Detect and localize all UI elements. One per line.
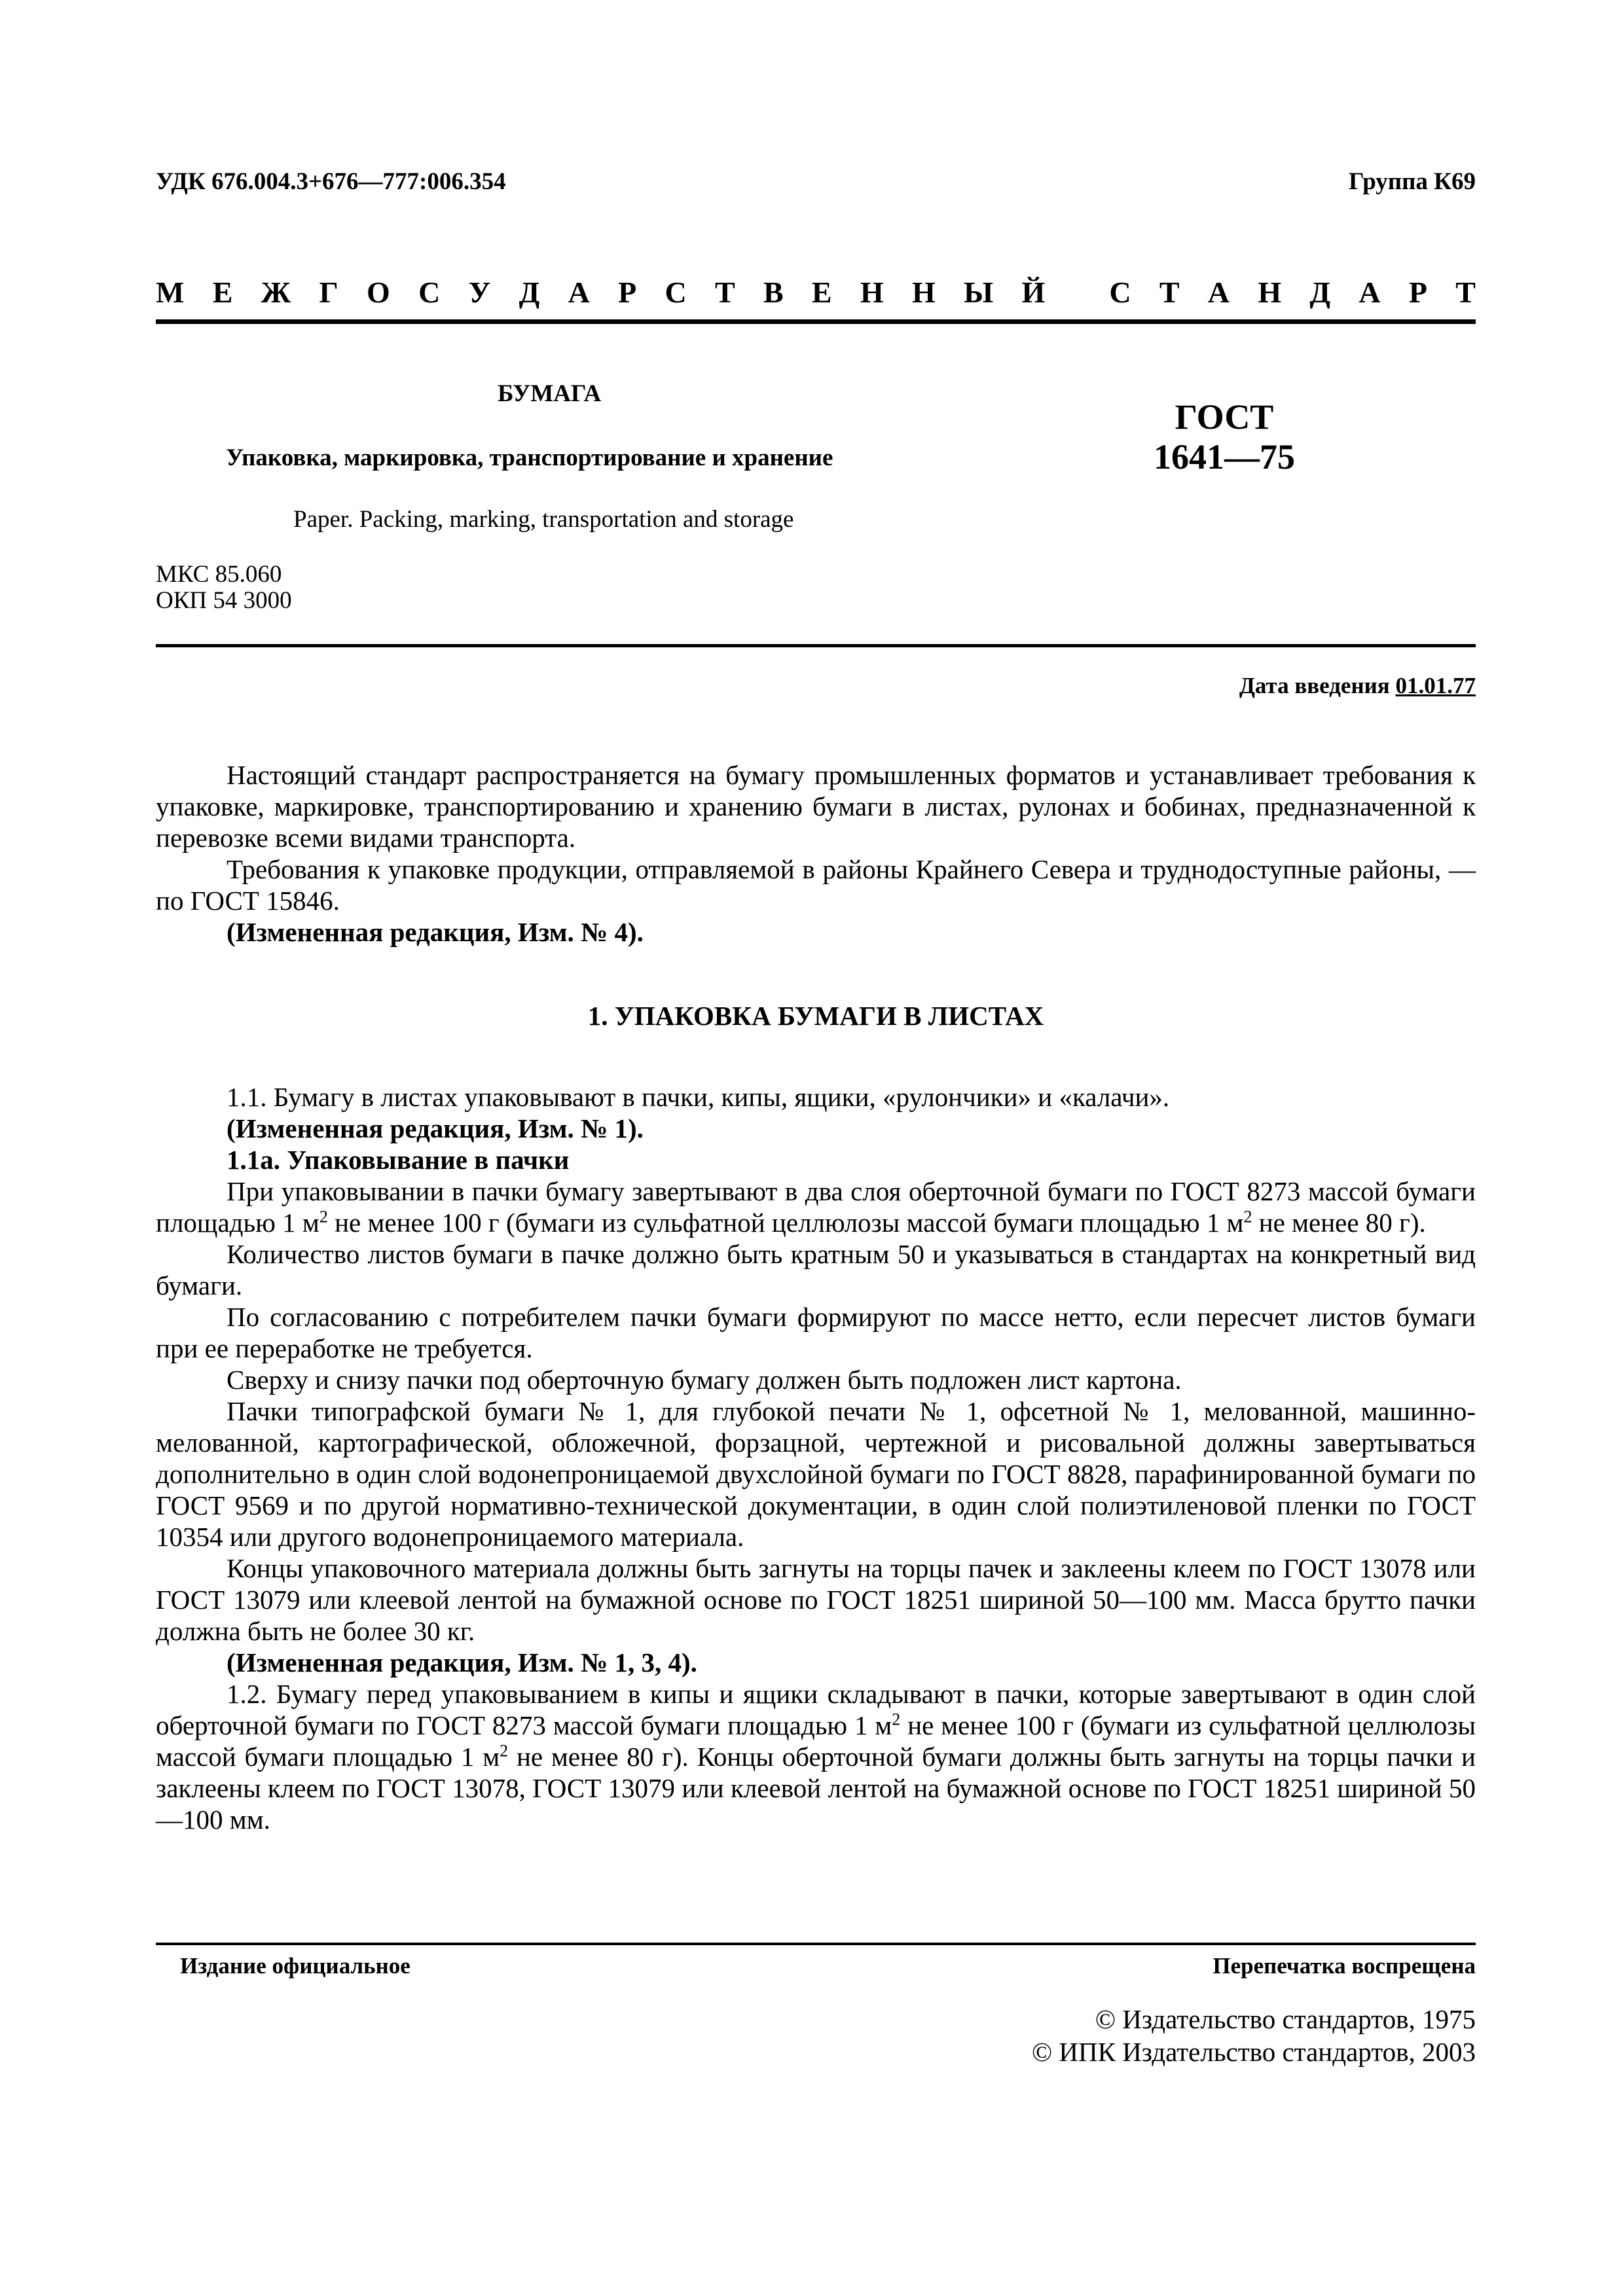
banner-letter: Т [1455,276,1476,309]
classification-codes [156,562,292,614]
revision-note: (Измененная редакция, Изм. № 1, 3, 4). [227,1647,697,1677]
clause-1-2: 1.2. Бумагу перед упаковыванием в кипы и ящики складывают в пачки, которые завертывают в один слой оберточной бумаги по ГОСТ 8273 массой бумаги площадью 1 $м^2$ не менее 100 г (бумаги из сульфатной целлюлозы массой бумаги площадью 1 $м^2$ не менее 80 г). Концы оберточной бумаги должны быть загнуты на торцы пачки и заклеены клеем по ГОСТ 13078, ГОСТ 13079 или клеевой лентой на бумажной основе по ГОСТ 18251 шириной 50—100 мм. [156,1679,1476,1835]
banner-letter: Ы [964,276,994,309]
gost-number: 1641—75 [1154,437,1295,476]
clause-1-1a-heading: 1.1а. Упаковывание в пачки [227,1145,570,1175]
banner-letter: У [468,276,491,309]
standard-banner [156,275,1476,310]
revision-note: (Измененная редакция, Изм. № 1). [227,1113,644,1143]
banner-letter: А [568,276,590,309]
banner-letter: Е [811,276,832,309]
gost-label: ГОСТ [1175,397,1274,437]
banner-letter: М [156,276,185,309]
okp-code: ОКП 54 3000 [156,587,292,614]
copyright-block [1032,2003,1476,2068]
banner-letter: Й [1021,276,1046,309]
section-body [156,1081,1476,1835]
banner-letter: С [665,276,687,309]
banner-letter: А [1207,276,1230,309]
banner-letter: С [1109,276,1131,309]
copyright-line: © Издательство стандартов, 1975 [1095,2004,1476,2034]
revision-note: (Измененная редакция, Изм. № 4). [227,917,644,947]
banner-letter: Ж [261,276,291,309]
group-code: Группа К69 [1348,168,1476,195]
clause-1-1: 1.1. Бумагу в листах упаковывают в пачки, кипы, ящики, «рулончики» и «калачи». [227,1082,1170,1112]
banner-letter: Г [319,276,338,309]
banner-letter: Е [212,276,233,309]
banner-letter: Р [1408,276,1427,309]
middle-rule [156,644,1476,647]
banner-letter: Т [1159,276,1180,309]
mks-code: МКС 85.060 [156,561,282,588]
clause-1-1a-text: По согласованию с потребителем пачки бумаги формируют по массе нетто, если пересчет листов бумаги при ее переработке не требуется. [156,1302,1476,1363]
copyright-line: © ИПК Издательство стандартов, 2003 [1031,2037,1476,2067]
intro-block [156,759,1476,948]
section-heading: 1. УПАКОВКА БУМАГИ В ЛИСТАХ [587,1001,1044,1031]
introduction-date [1239,673,1476,699]
document-title: БУМАГА [498,380,602,407]
official-edition: Издание официальное [180,1953,410,1979]
intro-paragraph: Настоящий стандарт распространяется на бумагу промышленных форматов и устанавливает требования к упаковке, маркировке, транспортированию и хранению бумаги в листах, рулонах и бобинах, предназначенной к перевозке всеми видами транспорта. [156,760,1476,853]
banner-letter: Н [860,276,884,309]
clause-1-1a-text: При упаковывании в пачки бумагу завертывают в два слоя оберточной бумаги по ГОСТ 8273 массой бумаги площадью 1 $м^2$ не менее 100 г (бумаги из сульфатной целлюлозы массой бумаги площадью 1 $м^2$ не менее 80 г). [156,1176,1476,1238]
banner-letter: Д [1309,276,1331,309]
banner-letter: Д [519,276,540,309]
intro-paragraph: Требования к упаковке продукции, отправляемой в районы Крайнего Севера и труднодоступные районы, — по ГОСТ 15846. [156,854,1476,916]
banner-letter: В [763,276,784,309]
banner-letter: Н [911,276,936,309]
banner-letter: С [418,276,441,309]
footer-rule [156,1943,1476,1945]
banner-letter [1074,275,1082,310]
banner-letter: А [1359,276,1381,309]
banner-letter: Р [618,276,637,309]
english-title: Paper. Packing, marking, transportation and storage [293,506,794,533]
udk-code: УДК 676.004.3+676—777:006.354 [156,168,506,195]
reprint-notice: Перепечатка воспрещена [1213,1953,1476,1979]
top-rule [156,319,1476,324]
banner-letter: О [367,276,390,309]
clause-1-1a-text: Пачки типографской бумаги № 1, для глубокой печати № 1, офсетной № 1, мелованной, машинно-мелованной, картографической, обложечной, форзацной, чертежной и рисовальной должны завертываться дополнительно в один слой водонепроницаемой двухслойной бумаги по ГОСТ 8828, парафинированной бумаги по ГОСТ 9569 и по другой нормативно-технической документации, в один слой полиэтиленовой пленки по ГОСТ 10354 или другого водонепроницаемого материала. [156,1396,1476,1552]
date-value: 01.01.77 [1395,673,1476,698]
document-subtitle: Упаковка, маркировка, транспортирование и хранение [226,444,833,471]
banner-letter: Т [714,276,735,309]
clause-1-1a-text: Концы упаковочного материала должны быть загнуты на торцы пачек и заклеены клеем по ГОСТ 13078 или ГОСТ 13079 или клеевой лентой на бумажной основе по ГОСТ 18251 шириной 50—100 мм. Масса брутто пачки должна быть не более 30 кг. [156,1553,1476,1646]
banner-letter: Н [1258,276,1282,309]
clause-1-1a-text: Сверху и снизу пачки под оберточную бумагу должен быть подложен лист картона. [227,1365,1182,1395]
date-label: Дата введения [1239,673,1390,698]
clause-1-1a-text: Количество листов бумаги в пачке должно быть кратным 50 и указываться в стандартах на конкретный вид бумаги. [156,1239,1476,1300]
